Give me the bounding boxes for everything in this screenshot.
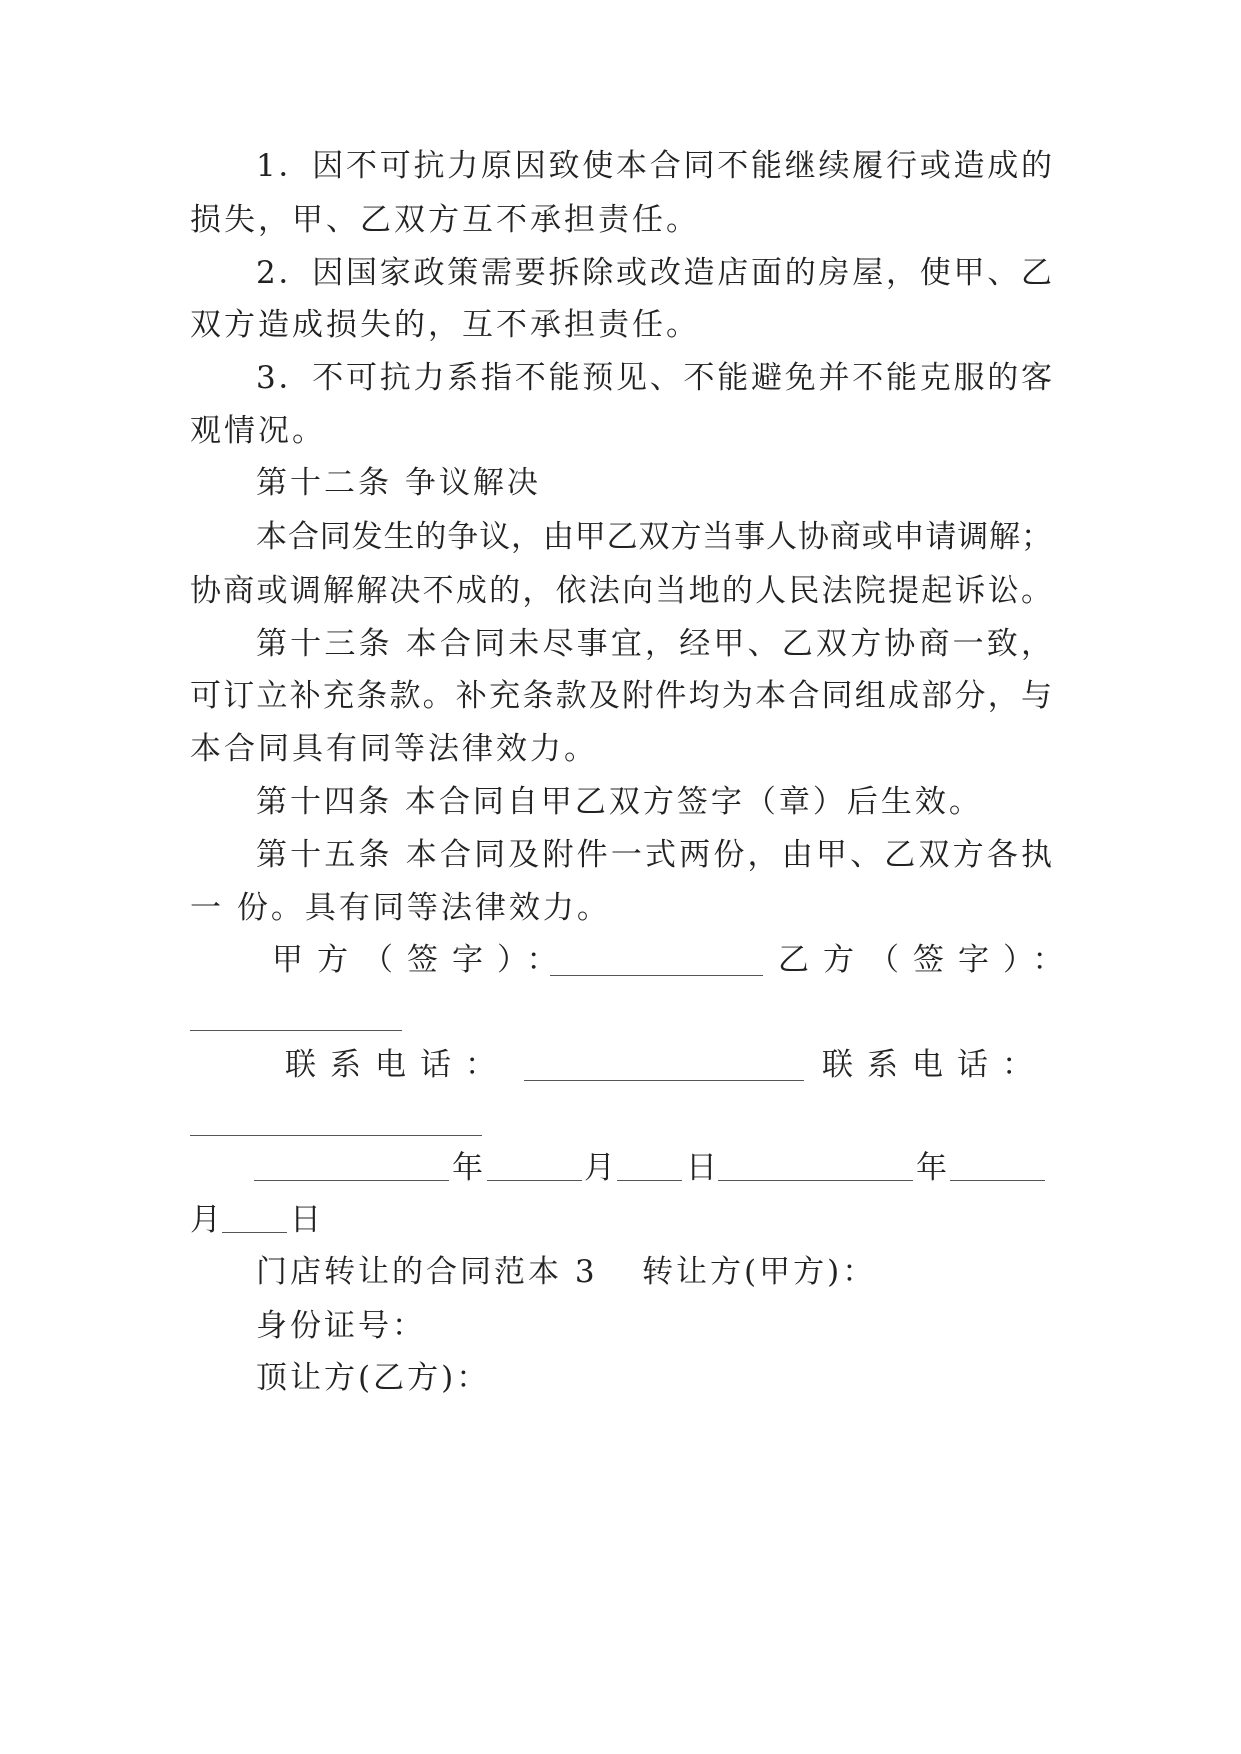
transferee-label: 顶让方(乙方)： <box>256 1360 491 1396</box>
clause-13-line-1: 第十三条 本合同未尽事宜，经甲、乙双方协商一致， <box>256 626 1052 662</box>
party-a-month-blank <box>487 1180 582 1181</box>
party-a-signature-blank <box>550 975 763 976</box>
party-a-phone-label: 联系电话： <box>285 1047 510 1083</box>
clause-11-item-3-line-1: 3．不可抗力系指不能预见、不能避免并不能克服的客 <box>256 360 1052 396</box>
party-b-signature-blank <box>190 1030 402 1031</box>
party-a-phone-blank <box>524 1080 804 1081</box>
party-b-year-label: 年 <box>916 1150 950 1186</box>
clause-11-item-3-line-2: 观情况。 <box>190 413 326 449</box>
party-b-month-label: 月 <box>190 1202 224 1238</box>
clause-13-line-3: 本合同具有同等法律效力。 <box>190 731 598 767</box>
party-a-year-blank <box>254 1180 449 1181</box>
party-b-phone-label: 联系电话： <box>822 1047 1047 1083</box>
clause-11-item-1-line-2: 损失，甲、乙双方互不承担责任。 <box>190 202 700 238</box>
party-a-day-blank <box>617 1180 682 1181</box>
party-a-day-label: 日 <box>686 1150 720 1186</box>
clause-12-body-line-1: 本合同发生的争议，由甲乙双方当事人协商或申请调解； <box>256 519 1052 555</box>
party-b-month-blank <box>950 1180 1045 1181</box>
party-a-month-label: 月 <box>584 1150 618 1186</box>
clause-11-item-1-line-1: 1．因不可抗力原因致使本合同不能继续履行或造成的 <box>256 148 1052 184</box>
clause-11-item-2-line-2: 双方造成损失的，互不承担责任。 <box>190 307 700 343</box>
party-b-phone-blank <box>190 1135 482 1136</box>
transferor-label: 转让方(甲方)： <box>642 1254 877 1290</box>
party-a-year-label: 年 <box>452 1150 486 1186</box>
party-b-year-blank <box>718 1180 913 1181</box>
id-number-label: 身份证号： <box>256 1308 426 1344</box>
party-a-signature-label: 甲方（签字）： <box>272 942 572 978</box>
party-b-day-blank <box>222 1232 287 1233</box>
clause-11-item-2-line-1: 2．因国家政策需要拆除或改造店面的房屋，使甲、乙 <box>256 255 1052 291</box>
clause-12-body-line-2: 协商或调解解决不成的，依法向当地的人民法院提起诉讼。 <box>190 573 1052 609</box>
clause-13-line-2: 可订立补充条款。补充条款及附件均为本合同组成部分，与 <box>190 678 1052 714</box>
next-contract-title: 门店转让的合同范本 3 <box>256 1254 598 1290</box>
clause-12-heading: 第十二条 争议解决 <box>256 465 541 501</box>
clause-14: 第十四条 本合同自甲乙双方签字（章）后生效。 <box>256 784 983 820</box>
party-b-day-label: 日 <box>290 1202 324 1238</box>
clause-15-line-2: 一 份。具有同等法律效力。 <box>190 890 611 926</box>
party-b-signature-label: 乙方（签字）： <box>778 942 1078 978</box>
clause-15-line-1: 第十五条 本合同及附件一式两份，由甲、乙双方各执 <box>256 837 1052 873</box>
